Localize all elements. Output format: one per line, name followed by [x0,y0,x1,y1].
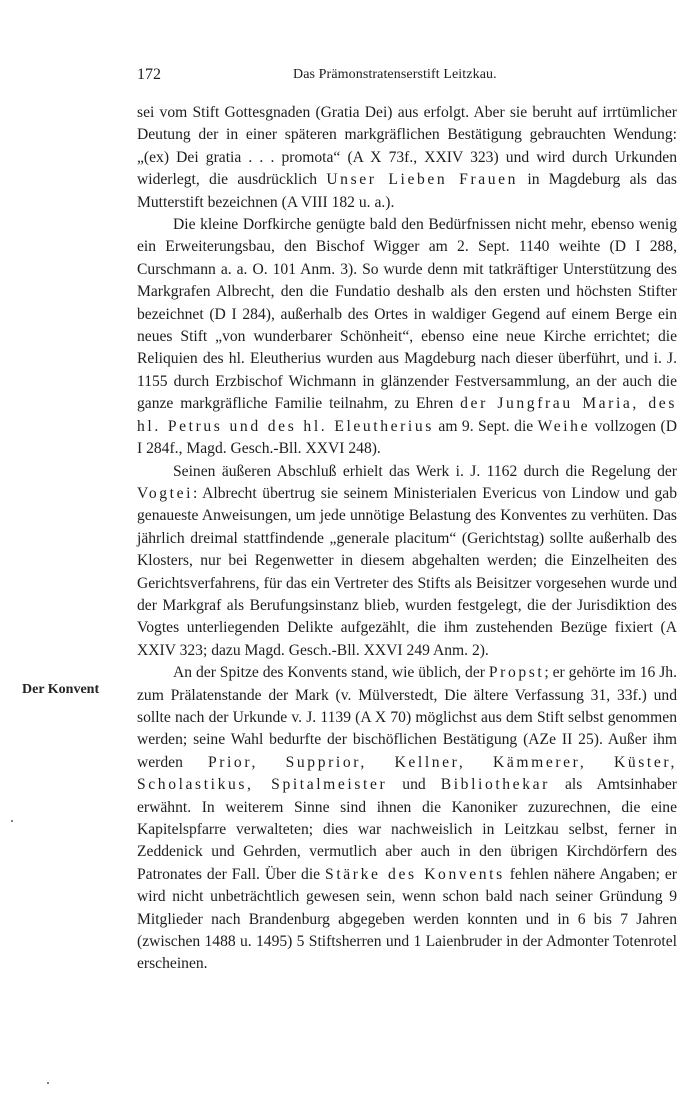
text-run: An der Spitze des Konvents stand, wie üblich, der [173,664,489,682]
scan-speck [47,1082,49,1084]
spaced-emphasis: Propst [488,664,545,682]
margin-note: Der Konvent [22,682,100,697]
text-run: vollzogen (D I 284f., Magd. Gesch.-Bll. XXVI 248). [137,417,677,458]
text-run: Die kleine Dorfkirche genügte bald den Bedürfnissen nicht mehr, ebenso wenig ein Erweiterungsbau, den Bischof Wigger am 2. Sept. 1140 weihte (D I 288, Curschmann a. a. O. 101 Anm. 3). So wurde denn mit tatkräftiger Unterstützung des Markgrafen Albrecht, den die Fundatio deshalb als den ersten und höchsten Stifter bezeichnet (D I 284), außerhalb des Ortes in waldiger Gegend auf einem Berge ein neues Stift „von wunderbarer Schönheit“, ebenso eine neue Kirche errichtet; die Reliquien des hl. Eleutherius wurden aus Magdeburg nach dieser überführt, und i. J. 1155 durch Erzbischof Wichmann in glänzender Festversammlung, an der auch die ganze markgräfliche Familie teilnahm, zu Ehren [137,216,677,413]
text-run: und [387,776,441,794]
text-run: ; er gehörte im 16 Jh. zum Prälatenstande der Mark (v. Mülverstedt, Die ältere Verfassung 31, 33f.) und sollte nach der Urkunde v. J. 1139 (A X 70) möglichst aus dem Stift selbst genommen werden; seine Wahl bedurfte der bischöflichen Bestätigung (AZe II 25). Außer ihm werden [137,664,677,771]
paragraph [137,102,677,214]
page-header [137,66,677,88]
paragraph [137,662,677,976]
scan-speck [11,820,13,822]
text-run: sei vom Stift Gottesgnaden (Gratia Dei) aus erfolgt. Aber sie beruht auf irrtümlicher Deutung der in einer späteren markgräflichen Bestätigung gebrauchten Wendung: „(ex) Dei gratia . . . promota“ (A X 73f., XXIV 323) und wird durch Urkunden widerlegt, die ausdrücklich [137,104,677,189]
paragraph [137,461,677,663]
spaced-emphasis: Prior, Supprior, Kellner, Kämmerer, Küster, Scholastikus, Spitalmeister [137,753,678,794]
spaced-emphasis: Vogtei [137,484,194,502]
spaced-emphasis: Stärke des Konvents [325,865,505,883]
spaced-emphasis: Bibliothekar [440,776,550,794]
paragraph [137,214,677,460]
text-run: als Amtsinhaber erwähnt. In weiterem Sinne sind ihnen die Kanoniker zuzurechnen, die eine Kapitelspfarre verwalteten; dies war nachweislich in Leitzkau selbst, ferner in Zeddenick und Gehrden, vermutlich aber auch in den übrigen Kirchdörfern des Patronates der Fall. Über die [137,776,678,883]
spaced-emphasis: der Jungfrau Maria, des hl. Petrus und des hl. Eleutherius [137,395,677,435]
text-run: fehlen nähere Angaben; er wird nicht unbeträchtlich gewesen sein, wenn schon bald nach seiner Gründung 9 Mitglieder nach Brandenburg abgegeben werden konnten und in 6 bis 7 Jahren (zwischen 1488 u. 1495) 5 Stiftsherren und 1 Laienbruder in der Admonter Totenrotel erscheinen. [137,865,677,973]
page-number: 172 [137,66,161,83]
running-title: Das Prämonstratenserstift Leitzkau. [293,67,497,82]
text-run: Seinen äußeren Abschluß erhielt das Werk i. J. 1162 durch die Regelung der [173,462,677,480]
text-run: : Albrecht übertrug sie seinem Ministerialen Evericus von Lindow und gab genaueste Anweisungen, um jede unnötige Belastung des Konventes zu verhüten. Das jährlich dreimal stattfindende „generale placitum“ (Gerichtstag) sollte außerhalb des Klosters, nur bei Regenwetter in diesem abgehalten werden; die Einzelheiten des Gerichtsverfahrens, für das ein Vertreter des Stifts als Beisitzer vorgesehen wurde und der Markgraf als Berufungsinstanz blieb, wurden festgelegt, die der Jurisdiktion des Vogtes unterliegenden Delikte aufgezählt, die ihm zustehenden Bezüge fixiert (A XXIV 323; dazu Magd. Gesch.-Bll. XXVI 249 Anm. 2). [137,484,677,659]
spaced-emphasis: Weihe [537,417,591,435]
text-run: in Magdeburg als das Mutterstift bezeichnen (A VIII 182 u. a.). [137,171,677,211]
spaced-emphasis: Unser Lieben Frauen [326,171,519,189]
text-run: am 9. Sept. die [433,417,538,435]
body-text [137,102,677,976]
